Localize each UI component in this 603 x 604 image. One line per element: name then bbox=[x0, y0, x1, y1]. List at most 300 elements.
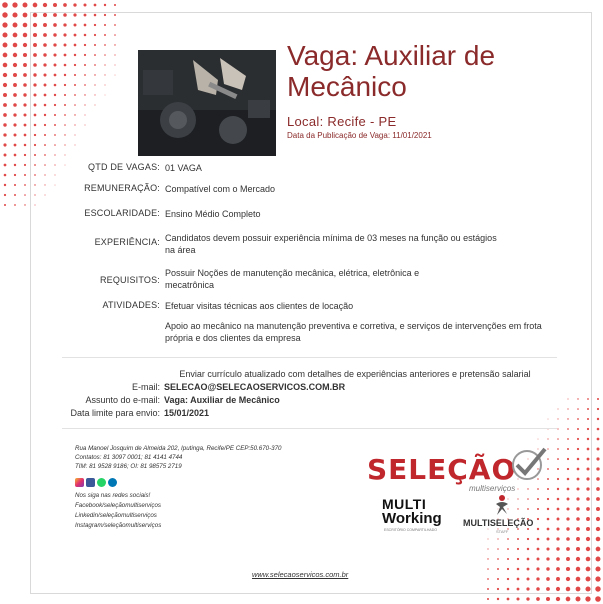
decorative-dot bbox=[13, 23, 18, 28]
decorative-dot bbox=[597, 448, 600, 451]
decorative-dot bbox=[556, 547, 559, 550]
decorative-dot bbox=[576, 497, 579, 500]
decorative-dot bbox=[576, 527, 580, 531]
decorative-dot bbox=[567, 458, 569, 460]
decorative-dot bbox=[557, 468, 559, 470]
multiselecao-logo-text: MULTISELEÇÃO bbox=[463, 518, 534, 528]
decorative-dot bbox=[24, 194, 26, 196]
decorative-dot bbox=[63, 23, 66, 26]
decorative-dot bbox=[4, 174, 7, 177]
decorative-dot bbox=[24, 134, 27, 137]
decorative-dot bbox=[14, 164, 16, 166]
multiworking-logo bbox=[380, 496, 460, 532]
decorative-dot bbox=[556, 557, 560, 561]
mechanic-photo bbox=[138, 50, 276, 156]
decorative-dot bbox=[104, 64, 105, 65]
decorative-dot bbox=[3, 53, 8, 58]
decorative-dot bbox=[13, 93, 17, 97]
decorative-dot bbox=[517, 578, 520, 581]
decorative-dot bbox=[3, 103, 7, 107]
decorative-dot bbox=[577, 448, 579, 450]
decorative-dot bbox=[74, 114, 75, 115]
footer-facebook[interactable]: Facebook/seleçãomultiserviços bbox=[75, 502, 161, 509]
decorative-dot bbox=[64, 74, 66, 76]
decorative-dot bbox=[74, 74, 76, 76]
activities-extra-text: Apoio ao mecânico na manutenção preventiva e corretiva, e serviços de intervenções em frota própria e dos clientes da empresa bbox=[165, 321, 542, 343]
decorative-dot bbox=[14, 194, 16, 196]
decorative-dot bbox=[567, 488, 570, 491]
decorative-dot bbox=[566, 547, 570, 551]
decorative-dot bbox=[3, 143, 6, 146]
decorative-dot bbox=[586, 517, 590, 521]
decorative-dot bbox=[34, 204, 35, 205]
decorative-dot bbox=[94, 4, 97, 7]
decorative-dot bbox=[44, 134, 46, 136]
decorative-dot bbox=[567, 448, 569, 450]
decorative-dot bbox=[586, 557, 591, 562]
decorative-dot bbox=[596, 497, 600, 501]
decorative-dot bbox=[84, 94, 85, 95]
decorative-dot bbox=[24, 204, 25, 205]
decorative-dot bbox=[33, 53, 37, 57]
divider bbox=[62, 428, 557, 429]
social-icons bbox=[75, 478, 117, 487]
decorative-dot bbox=[566, 597, 571, 602]
person-icon bbox=[493, 494, 511, 516]
decorative-dot bbox=[114, 4, 116, 6]
decorative-dot bbox=[104, 74, 105, 75]
decorative-dot bbox=[74, 24, 77, 27]
decorative-dot bbox=[3, 43, 8, 48]
decorative-dot bbox=[596, 487, 600, 491]
decorative-dot bbox=[4, 184, 6, 186]
decorative-dot bbox=[597, 438, 600, 441]
decorative-dot bbox=[54, 144, 56, 146]
decorative-dot bbox=[596, 467, 599, 470]
decorative-dot bbox=[556, 587, 560, 591]
multiworking-logo-working: Working bbox=[382, 510, 442, 527]
decorative-dot bbox=[13, 83, 17, 87]
decorative-dot bbox=[596, 517, 600, 521]
decorative-dot bbox=[587, 468, 590, 471]
decorative-dot bbox=[13, 103, 17, 107]
footer-instagram[interactable]: Instagram/seleçãomultiserviços bbox=[75, 522, 162, 529]
decorative-dot bbox=[577, 418, 579, 420]
decorative-dot bbox=[557, 508, 560, 511]
decorative-dot bbox=[577, 398, 578, 399]
decorative-dot bbox=[54, 134, 56, 136]
decorative-dot bbox=[517, 558, 519, 560]
decorative-dot bbox=[536, 577, 539, 580]
decorative-dot bbox=[84, 74, 86, 76]
application-intro: Enviar currículo atualizado com detalhes de experiências anteriores e pretensão salarial bbox=[179, 369, 531, 379]
decorative-dot bbox=[3, 133, 6, 136]
decorative-dot bbox=[84, 104, 85, 105]
decorative-dot bbox=[94, 74, 95, 75]
decorative-dot bbox=[14, 184, 16, 186]
decorative-dot bbox=[43, 63, 46, 66]
decorative-dot bbox=[587, 438, 589, 440]
decorative-dot bbox=[576, 517, 580, 521]
decorative-dot bbox=[43, 53, 46, 56]
decorative-dot bbox=[94, 54, 96, 56]
decorative-dot bbox=[3, 83, 7, 87]
decorative-dot bbox=[2, 22, 7, 27]
decorative-dot bbox=[34, 104, 37, 107]
decorative-dot bbox=[538, 439, 539, 440]
decorative-dot bbox=[577, 468, 580, 471]
selecao-logo-text: SELEÇÃO bbox=[367, 453, 517, 486]
decorative-dot bbox=[115, 75, 116, 76]
decorative-dot bbox=[64, 124, 66, 126]
decorative-dot bbox=[566, 507, 569, 510]
publication-date-line bbox=[287, 131, 432, 140]
decorative-dot bbox=[557, 438, 559, 440]
decorative-dot bbox=[566, 587, 570, 591]
decorative-dot bbox=[34, 154, 36, 156]
decorative-dot bbox=[547, 538, 550, 541]
email-value[interactable]: SELECAO@SELECAOSERVICOS.COM.BR bbox=[164, 382, 346, 392]
decorative-dot bbox=[517, 548, 519, 550]
decorative-dot bbox=[24, 144, 27, 147]
decorative-dot bbox=[577, 408, 579, 410]
decorative-dot bbox=[64, 94, 66, 96]
decorative-dot bbox=[576, 567, 580, 571]
decorative-dot bbox=[53, 13, 57, 17]
decorative-dot bbox=[507, 568, 509, 570]
decorative-dot bbox=[23, 43, 27, 47]
decorative-dot bbox=[586, 497, 590, 501]
decorative-dot bbox=[64, 114, 66, 116]
decorative-dot bbox=[557, 418, 558, 419]
decorative-dot bbox=[94, 64, 96, 66]
decorative-dot bbox=[487, 558, 488, 559]
decorative-dot bbox=[547, 498, 549, 500]
decorative-dot bbox=[595, 586, 600, 591]
decorative-dot bbox=[14, 134, 17, 137]
decorative-dot bbox=[14, 204, 16, 206]
decorative-dot bbox=[595, 576, 600, 581]
decorative-dot bbox=[54, 94, 56, 96]
decorative-dot bbox=[547, 528, 550, 531]
decorative-dot bbox=[566, 557, 570, 561]
decorative-dot bbox=[586, 547, 590, 551]
decorative-dot bbox=[527, 548, 529, 550]
decorative-dot bbox=[556, 597, 560, 601]
decorative-dot bbox=[547, 518, 550, 521]
decorative-dot bbox=[507, 598, 510, 601]
decorative-dot bbox=[94, 24, 96, 26]
decorative-dot bbox=[104, 34, 106, 36]
decorative-dot bbox=[2, 12, 7, 17]
decorative-dot bbox=[33, 63, 37, 67]
multiselecao-logo-subtitle: STAFF bbox=[496, 529, 509, 534]
decorative-dot bbox=[43, 13, 47, 17]
decorative-dot bbox=[45, 195, 46, 196]
decorative-dot bbox=[507, 558, 509, 560]
deadline-label: Data limite para envio: bbox=[70, 408, 160, 418]
decorative-dot bbox=[74, 54, 76, 56]
decorative-dot bbox=[3, 123, 6, 126]
decorative-dot bbox=[55, 175, 56, 176]
decorative-dot bbox=[85, 125, 86, 126]
decorative-dot bbox=[13, 113, 16, 116]
decorative-dot bbox=[517, 568, 520, 571]
decorative-dot bbox=[33, 43, 37, 47]
decorative-dot bbox=[497, 548, 499, 550]
decorative-dot bbox=[576, 487, 579, 490]
decorative-dot bbox=[547, 438, 548, 439]
decorative-dot bbox=[487, 578, 489, 580]
decorative-dot bbox=[497, 578, 499, 580]
decorative-dot bbox=[487, 548, 488, 549]
decorative-dot bbox=[64, 104, 66, 106]
decorative-dot bbox=[23, 3, 28, 8]
decorative-dot bbox=[585, 596, 590, 601]
decorative-dot bbox=[14, 154, 17, 157]
detail-value: Compatível com o Mercado bbox=[165, 184, 276, 194]
decorative-dot bbox=[74, 44, 77, 47]
selecao-logo bbox=[367, 453, 552, 498]
website-link[interactable]: www.selecaoservicos.com.br bbox=[252, 570, 349, 579]
decorative-dot bbox=[64, 144, 65, 145]
decorative-dot bbox=[546, 587, 550, 591]
decorative-dot bbox=[74, 134, 75, 135]
decorative-dot bbox=[556, 527, 559, 530]
decorative-dot bbox=[23, 93, 26, 96]
decorative-dot bbox=[487, 598, 489, 600]
decorative-dot bbox=[576, 577, 581, 582]
decorative-dot bbox=[596, 557, 601, 562]
decorative-dot bbox=[53, 23, 57, 27]
decorative-dot bbox=[54, 114, 56, 116]
decorative-dot bbox=[84, 114, 85, 115]
decorative-dot bbox=[567, 468, 569, 470]
detail-value: Possuir Noções de manutenção mecânica, elétrica, eletrônica e mecatrônica bbox=[165, 268, 420, 290]
decorative-dot bbox=[586, 537, 590, 541]
publication-date-value: 11/01/2021 bbox=[392, 131, 432, 140]
footer-linkedin[interactable]: Linkedin/seleçãomultiserviços bbox=[75, 512, 157, 519]
decorative-dot bbox=[44, 94, 47, 97]
decorative-dot bbox=[586, 477, 589, 480]
publication-date-label: Data da Publicação de Vaga: bbox=[287, 131, 391, 140]
decorative-dot bbox=[556, 567, 560, 571]
deadline-value: 15/01/2021 bbox=[164, 408, 210, 418]
email-label: E-mail: bbox=[131, 382, 160, 392]
decorative-dot bbox=[114, 54, 115, 55]
decorative-dot bbox=[23, 63, 27, 67]
decorative-dot bbox=[3, 93, 7, 97]
decorative-dot bbox=[94, 14, 97, 17]
decorative-dot bbox=[577, 438, 579, 440]
decorative-dot bbox=[54, 104, 56, 106]
decorative-dot bbox=[4, 204, 6, 206]
decorative-dot bbox=[517, 588, 520, 591]
decorative-dot bbox=[74, 124, 75, 125]
decorative-dot bbox=[566, 517, 569, 520]
decorative-dot bbox=[54, 124, 56, 126]
decorative-dot bbox=[34, 134, 36, 136]
decorative-dot bbox=[84, 84, 86, 86]
decorative-dot bbox=[53, 43, 56, 46]
decorative-dot bbox=[53, 3, 57, 7]
decorative-dot bbox=[83, 3, 86, 6]
decorative-dot bbox=[587, 448, 590, 451]
decorative-dot bbox=[63, 33, 66, 36]
divider bbox=[62, 357, 557, 358]
decorative-dot bbox=[566, 537, 570, 541]
linkedin-icon[interactable] bbox=[108, 478, 117, 487]
decorative-dot bbox=[576, 537, 580, 541]
decorative-dot bbox=[576, 507, 579, 510]
decorative-dot bbox=[597, 408, 599, 410]
decorative-dot bbox=[104, 4, 106, 6]
decorative-dot bbox=[546, 557, 549, 560]
decorative-dot bbox=[567, 418, 568, 419]
decorative-dot bbox=[4, 154, 7, 157]
decorative-dot bbox=[34, 114, 37, 117]
decorative-dot bbox=[566, 567, 570, 571]
decorative-dot bbox=[586, 567, 591, 572]
footer-address: Rua Manoel Josquim de Almeida 202, Iputinga, Recife/PE CEP:50.670-370 bbox=[75, 445, 282, 452]
detail-label: ATIVIDADES: bbox=[102, 300, 160, 310]
decorative-dot bbox=[586, 577, 591, 582]
decorative-dot bbox=[557, 498, 560, 501]
decorative-dot bbox=[2, 2, 8, 8]
decorative-dot bbox=[73, 13, 76, 16]
decorative-dot bbox=[24, 154, 26, 156]
decorative-dot bbox=[566, 577, 570, 581]
decorative-dot bbox=[12, 2, 17, 7]
detail-label: REMUNERAÇÃO: bbox=[84, 183, 160, 193]
decorative-dot bbox=[547, 508, 549, 510]
decorative-dot bbox=[94, 94, 95, 95]
decorative-dot bbox=[546, 597, 550, 601]
decorative-dot bbox=[43, 3, 47, 7]
decorative-dot bbox=[104, 54, 106, 56]
decorative-dot bbox=[13, 73, 17, 77]
decorative-dot bbox=[14, 174, 16, 176]
selecao-logo-subtitle: multiserviços bbox=[469, 484, 516, 493]
decorative-dot bbox=[53, 53, 56, 56]
decorative-dot bbox=[3, 73, 7, 77]
decorative-dot bbox=[74, 64, 76, 66]
decorative-dot bbox=[64, 54, 67, 57]
decorative-dot bbox=[114, 14, 116, 16]
decorative-dot bbox=[567, 428, 569, 430]
decorative-dot bbox=[526, 597, 529, 600]
decorative-dot bbox=[3, 63, 8, 68]
decorative-dot bbox=[84, 24, 87, 27]
decorative-dot bbox=[546, 577, 550, 581]
decorative-dot bbox=[23, 33, 27, 37]
facebook-icon[interactable] bbox=[86, 478, 95, 487]
decorative-dot bbox=[84, 34, 87, 37]
job-title: Vaga: Auxiliar de Mecânico bbox=[287, 40, 496, 102]
decorative-dot bbox=[33, 33, 37, 37]
decorative-dot bbox=[487, 588, 489, 590]
decorative-dot bbox=[597, 418, 599, 420]
decorative-dot bbox=[567, 498, 570, 501]
instagram-icon[interactable] bbox=[75, 478, 84, 487]
decorative-dot bbox=[74, 84, 76, 86]
decorative-dot bbox=[33, 93, 36, 96]
decorative-dot bbox=[33, 83, 36, 86]
decorative-dot bbox=[576, 557, 580, 561]
decorative-dot bbox=[43, 43, 47, 47]
decorative-dot bbox=[63, 3, 67, 7]
decorative-dot bbox=[596, 527, 600, 531]
decorative-dot bbox=[105, 85, 106, 86]
decorative-dot bbox=[516, 597, 519, 600]
decorative-dot bbox=[33, 23, 37, 27]
decorative-dot bbox=[104, 24, 106, 26]
decorative-dot bbox=[114, 24, 116, 26]
decorative-dot bbox=[64, 44, 67, 47]
decorative-dot bbox=[548, 419, 549, 420]
decorative-dot bbox=[84, 64, 86, 66]
footer-social-intro: Nos siga nas redes sociais! bbox=[75, 492, 151, 499]
decorative-dot bbox=[557, 478, 559, 480]
whatsapp-icon[interactable] bbox=[97, 478, 106, 487]
decorative-dot bbox=[567, 478, 570, 481]
decorative-dot bbox=[13, 43, 18, 48]
decorative-dot bbox=[596, 457, 599, 460]
decorative-dot bbox=[558, 409, 559, 410]
decorative-dot bbox=[576, 587, 581, 592]
decorative-dot bbox=[23, 53, 27, 57]
multiselecao-logo bbox=[463, 494, 543, 540]
decorative-dot bbox=[13, 63, 17, 67]
decorative-dot bbox=[23, 83, 27, 87]
decorative-dot bbox=[585, 586, 590, 591]
decorative-dot bbox=[507, 588, 510, 591]
decorative-dot bbox=[23, 113, 26, 116]
decorative-dot bbox=[566, 527, 569, 530]
decorative-dot bbox=[557, 458, 559, 460]
decorative-dot bbox=[587, 398, 589, 400]
decorative-dot bbox=[44, 174, 45, 175]
decorative-dot bbox=[546, 567, 549, 570]
decorative-dot bbox=[64, 134, 65, 135]
decorative-dots-top-left bbox=[0, 0, 120, 210]
decorative-dot bbox=[24, 184, 26, 186]
decorative-dot bbox=[104, 44, 106, 46]
decorative-dot bbox=[536, 567, 539, 570]
decorative-dot bbox=[556, 577, 560, 581]
subject-label: Assunto do e-mail: bbox=[85, 395, 160, 405]
decorative-dot bbox=[587, 408, 589, 410]
decorative-dot bbox=[114, 34, 116, 36]
decorative-dot bbox=[4, 164, 7, 167]
decorative-dot bbox=[596, 547, 601, 552]
decorative-dot bbox=[12, 12, 17, 17]
decorative-dot bbox=[557, 488, 559, 490]
decorative-dot bbox=[577, 458, 580, 461]
decorative-dot bbox=[557, 428, 558, 429]
decorative-dot bbox=[84, 54, 86, 56]
decorative-dot bbox=[536, 597, 540, 601]
decorative-dot bbox=[557, 518, 560, 521]
decorative-dot bbox=[567, 398, 568, 399]
decorative-dot bbox=[597, 398, 599, 400]
decorative-dot bbox=[595, 566, 600, 571]
decorative-dot bbox=[24, 124, 27, 127]
detail-label: REQUISITOS: bbox=[99, 275, 160, 285]
decorative-dot bbox=[24, 174, 26, 176]
detail-label: ESCOLARIDADE: bbox=[84, 208, 160, 218]
decorative-dot bbox=[497, 588, 499, 590]
